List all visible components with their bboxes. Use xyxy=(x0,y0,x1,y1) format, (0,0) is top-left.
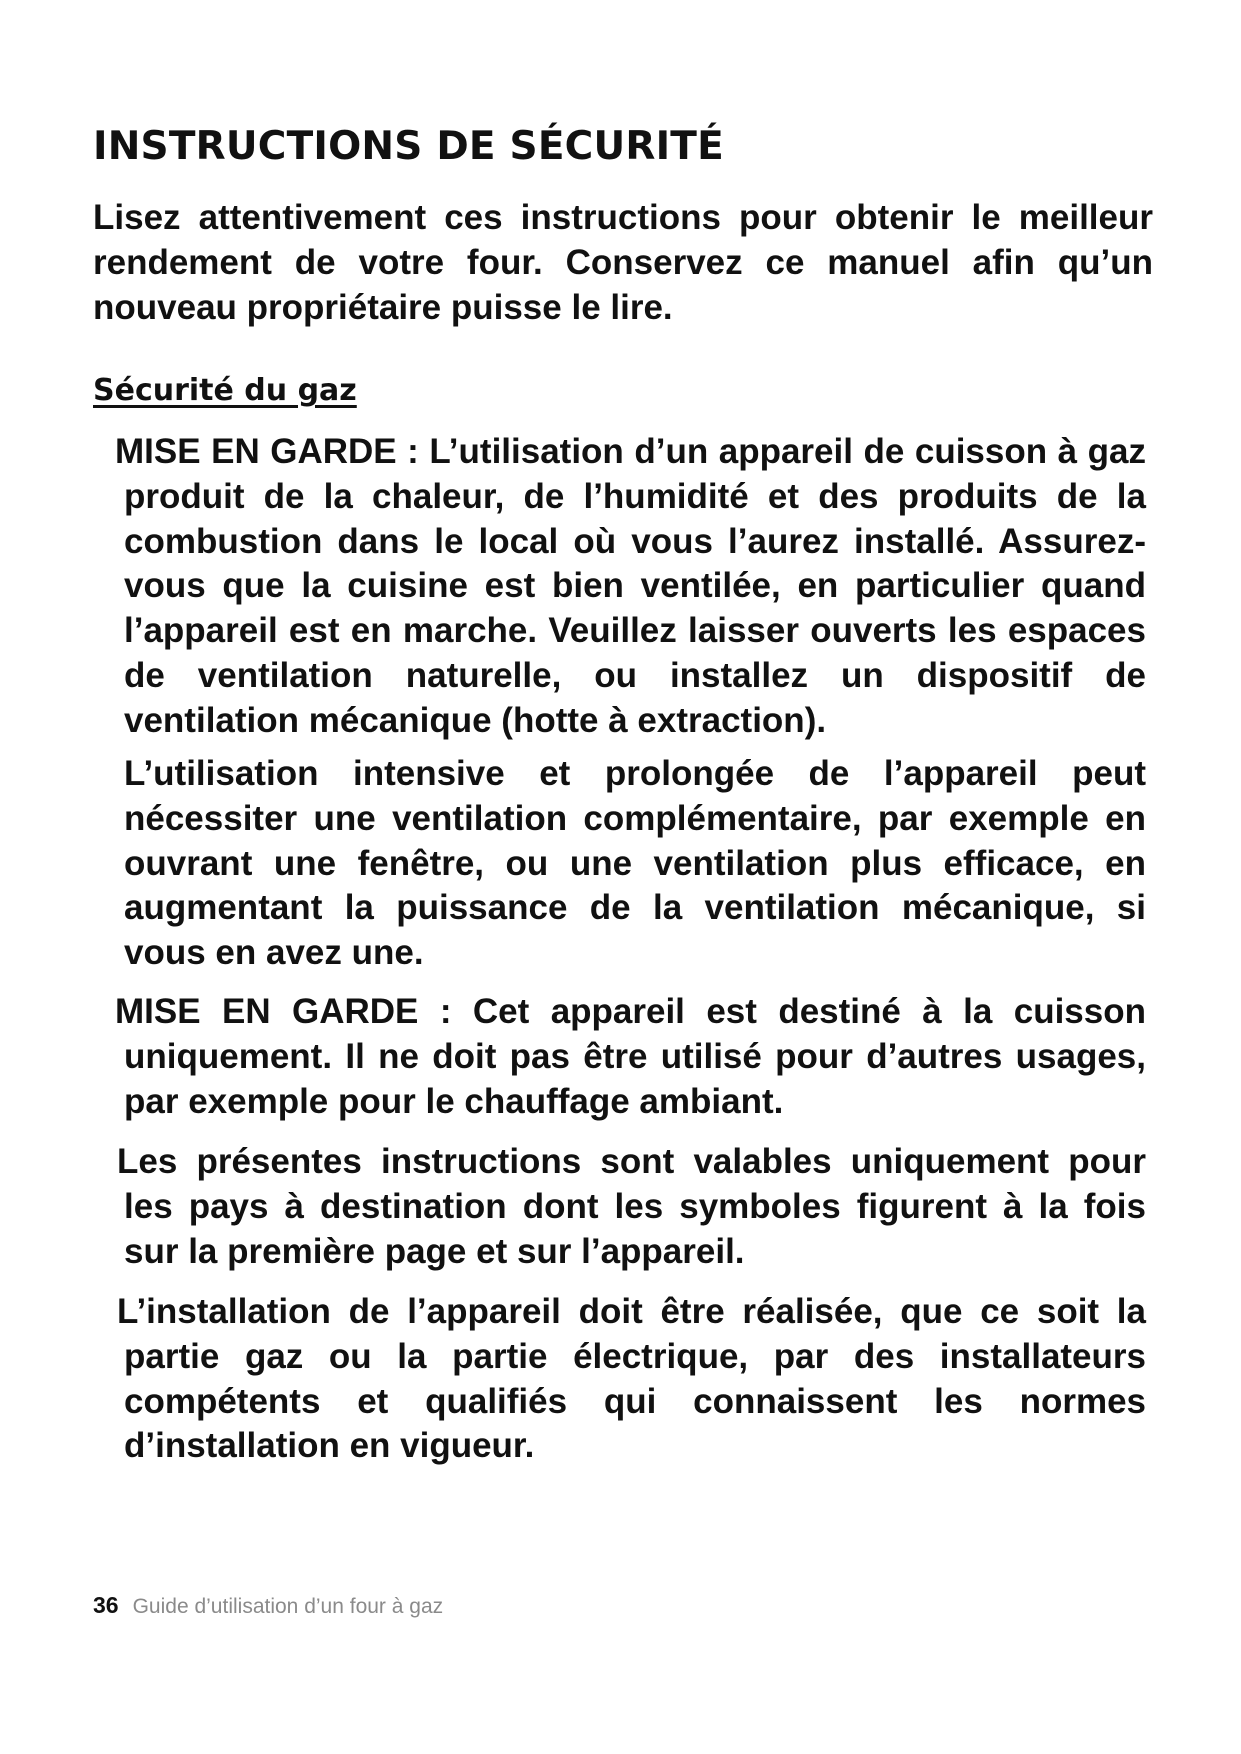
warning-cooking-only-paragraph: MISE EN GARDE : Cet appareil est destiné à la cuisson uniquement. Il ne doit pas être utilisé pour d’autres usages, par exemple pour le chauffage ambiant. xyxy=(115,992,1146,1121)
intro-paragraph: Lisez attentivement ces instructions pour obtenir le meilleur rendement de votre four. Conservez ce manuel afin qu’un nouveau propriétaire puisse le lire. xyxy=(93,198,1153,327)
country-validity-paragraph: Les présentes instructions sont valables uniquement pour les pays à destination dont les symboles figurent à la fois sur la première page et sur l’appareil. xyxy=(117,1142,1146,1271)
running-title: Guide d’utilisation d’un four à gaz xyxy=(132,1595,444,1618)
warning-ventilation-paragraph: MISE EN GARDE : L’utilisation d’un appareil de cuisson à gaz produit de la chaleur, de l’humidité et des produits de la combustion dans le local où vous l’aurez installé. Assurez-vous que la cuisine est bien ventilée, en particulier quand l’appareil est en marche. Veuillez laisser ouverts les espaces de ventilation naturelle, ou installez un dispositif de ventilation mécanique (hotte à extraction). xyxy=(115,432,1146,740)
page-title: INSTRUCTIONS DE SÉCURITÉ xyxy=(93,124,724,169)
page-number: 36 xyxy=(93,1592,119,1618)
extra-ventilation-paragraph: L’utilisation intensive et prolongée de l’appareil peut nécessiter une ventilation complémentaire, par exemple en ouvrant une fenêtre, ou une ventilation plus efficace, en augmentant la puissance de la ventilation mécanique, si vous en avez une. xyxy=(124,754,1146,973)
installation-paragraph: L’installation de l’appareil doit être réalisée, que ce soit la partie gaz ou la partie électrique, par des installateurs compétents et qualifiés qui connaissent les normes d’installation en vigueur. xyxy=(117,1292,1146,1466)
page-footer xyxy=(93,1592,443,1619)
section-heading: Sécurité du gaz xyxy=(93,373,357,408)
